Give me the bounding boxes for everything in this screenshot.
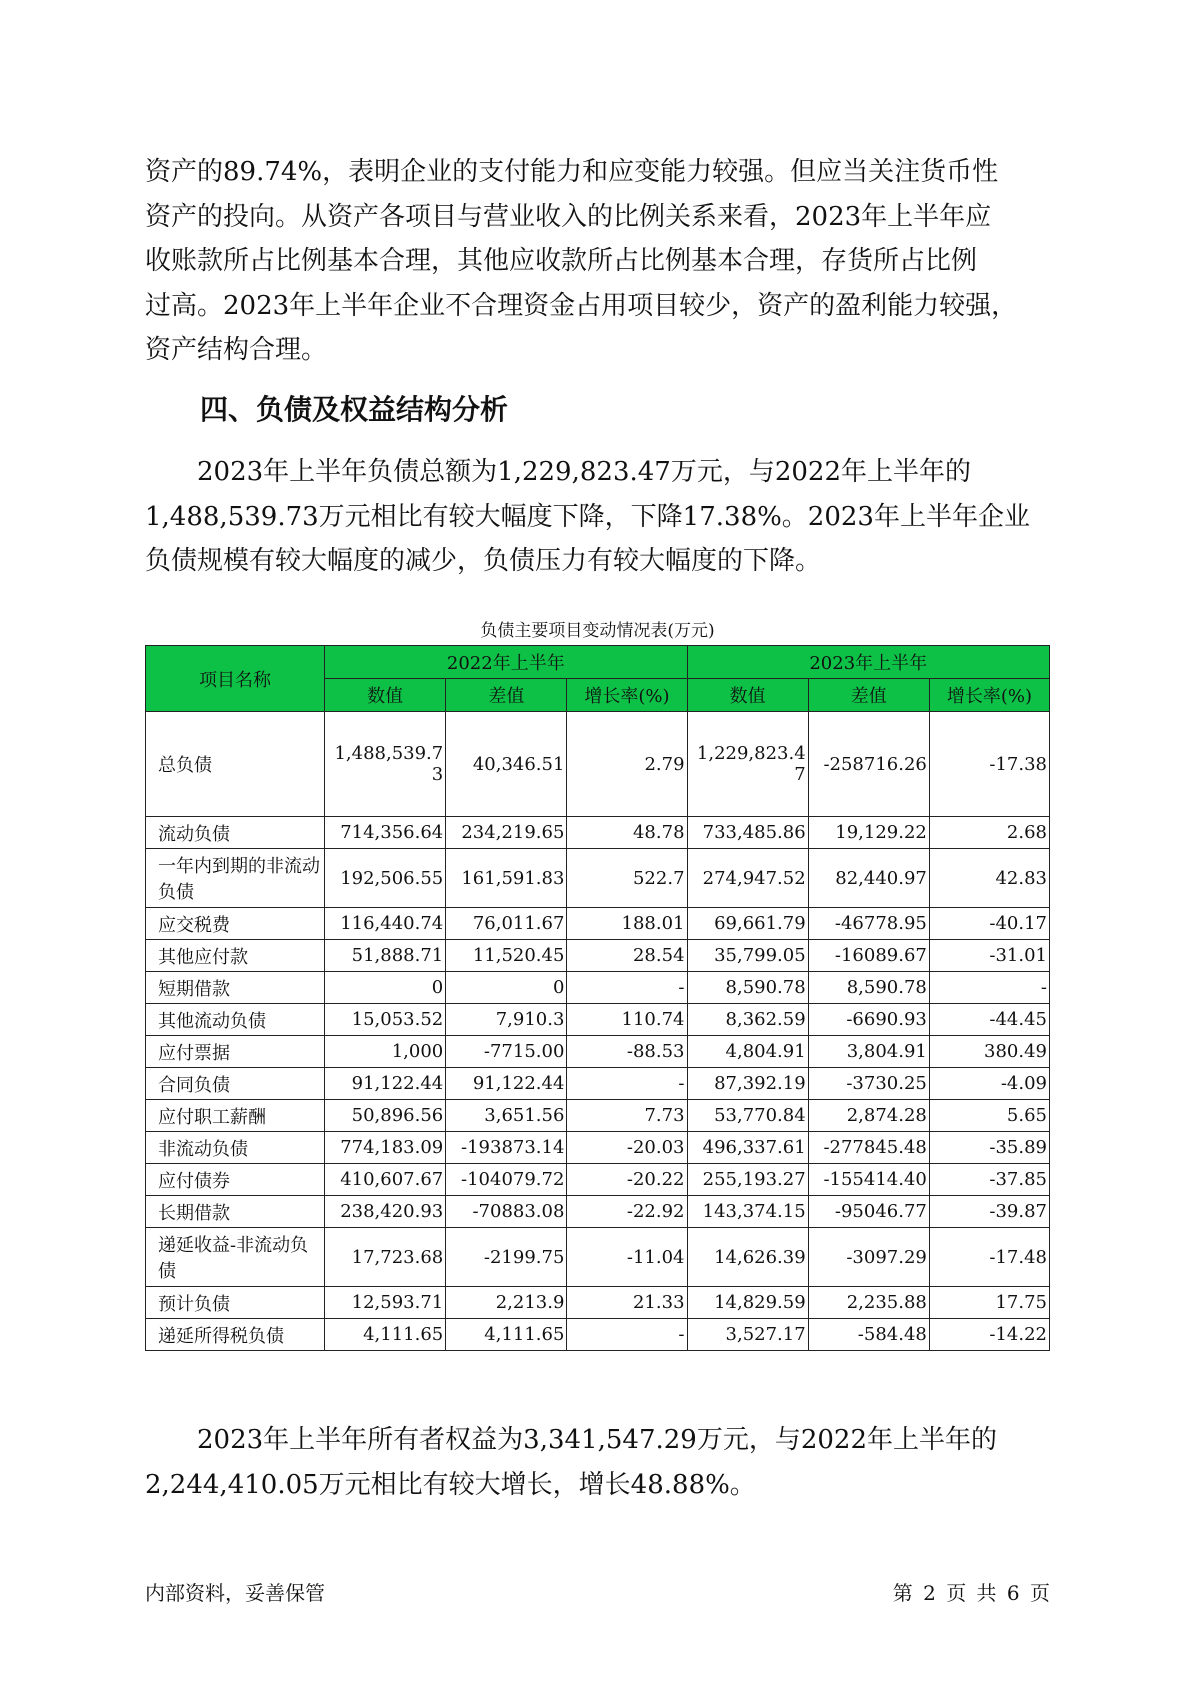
table-cell: 7.73: [567, 1100, 687, 1132]
table-cell: -3097.29: [808, 1228, 929, 1287]
text-line: 收账款所占比例基本合理，其他应收款所占比例基本合理，存货所占比例: [145, 246, 978, 276]
row-item-name: 应交税费: [146, 908, 325, 940]
table-cell: 82,440.97: [808, 849, 929, 908]
table-row: [146, 817, 1050, 849]
table-cell: 161,591.83: [446, 849, 567, 908]
table-cell: -20.22: [567, 1164, 687, 1196]
row-item-name: 总负债: [146, 712, 325, 817]
table-cell: 410,607.67: [325, 1164, 446, 1196]
table-cell: -258716.26: [808, 712, 929, 817]
text-line: 2,244,410.05万元相比有较大增长，增长48.88%。: [145, 1469, 756, 1500]
row-item-name: 应付债券: [146, 1164, 325, 1196]
table-cell: 2.68: [929, 817, 1049, 849]
table-cell: 12,593.71: [325, 1287, 446, 1319]
row-item-name: 应付职工薪酬: [146, 1100, 325, 1132]
table-row: [146, 1319, 1050, 1351]
table-cell: 255,193.27: [687, 1164, 808, 1196]
table-cell: 48.78: [567, 817, 687, 849]
table-cell: 69,661.79: [687, 908, 808, 940]
table-cell: 17,723.68: [325, 1228, 446, 1287]
row-item-name: 长期借款: [146, 1196, 325, 1228]
table-cell: 0: [446, 972, 567, 1004]
table-cell: -7715.00: [446, 1036, 567, 1068]
row-item-name: 预计负债: [146, 1287, 325, 1319]
text-line: 资产的89.74%，表明企业的支付能力和应变能力较强。但应当关注货币性: [145, 157, 999, 187]
footer-page-number: 第 2 页 共 6 页: [892, 1581, 1050, 1605]
liability-table: [145, 645, 1050, 1351]
paragraph-liability-summary: [145, 450, 1050, 584]
table-cell: -22.92: [567, 1196, 687, 1228]
table-cell: 2.79: [567, 712, 687, 817]
table-cell: 733,485.86: [687, 817, 808, 849]
table-cell: -40.17: [929, 908, 1049, 940]
table-cell: -39.87: [929, 1196, 1049, 1228]
header-growth-rate: 增长率(%): [929, 679, 1049, 712]
table-cell: 143,374.15: [687, 1196, 808, 1228]
text-line: 2023年上半年负债总额为1,229,823.47万元，与2022年上半年的: [197, 457, 972, 487]
header-year-2023: 2023年上半年: [687, 646, 1049, 679]
table-cell: -4.09: [929, 1068, 1049, 1100]
table-row: [146, 1287, 1050, 1319]
table-cell: -16089.67: [808, 940, 929, 972]
table-cell: -44.45: [929, 1004, 1049, 1036]
table-cell: -: [567, 1068, 687, 1100]
row-item-name: 流动负债: [146, 817, 325, 849]
paragraph-equity-summary: [145, 1418, 1050, 1507]
table-cell: 188.01: [567, 908, 687, 940]
table-cell: 4,111.65: [325, 1319, 446, 1351]
table-cell: 3,651.56: [446, 1100, 567, 1132]
table-cell: -17.48: [929, 1228, 1049, 1287]
row-item-name: 短期借款: [146, 972, 325, 1004]
table-cell: 11,520.45: [446, 940, 567, 972]
table-cell: 14,626.39: [687, 1228, 808, 1287]
table-cell: 53,770.84: [687, 1100, 808, 1132]
table-cell: 380.49: [929, 1036, 1049, 1068]
row-item-name: 一年内到期的非流动负债: [146, 849, 325, 908]
table-cell: 51,888.71: [325, 940, 446, 972]
footer-confidential-note: 内部资料，妥善保管: [145, 1581, 325, 1605]
table-cell: 91,122.44: [325, 1068, 446, 1100]
table-cell: -155414.40: [808, 1164, 929, 1196]
table-row: [146, 1004, 1050, 1036]
header-value: 数值: [687, 679, 808, 712]
table-row: [146, 940, 1050, 972]
table-cell: 1,488,539.73: [325, 712, 446, 817]
table-title: 负债主要项目变动情况表(万元): [480, 621, 715, 641]
table-row: [146, 849, 1050, 908]
table-cell: -6690.93: [808, 1004, 929, 1036]
row-item-name: 递延收益-非流动负债: [146, 1228, 325, 1287]
table-cell: -: [567, 972, 687, 1004]
table-cell: -11.04: [567, 1228, 687, 1287]
table-cell: 91,122.44: [446, 1068, 567, 1100]
table-cell: 50,896.56: [325, 1100, 446, 1132]
text-line: 过高。2023年上半年企业不合理资金占用项目较少，资产的盈利能力较强，: [145, 290, 1018, 321]
header-item-name: 项目名称: [146, 646, 325, 712]
row-item-name: 递延所得税负债: [146, 1319, 325, 1351]
table-cell: -14.22: [929, 1319, 1049, 1351]
table-cell: 42.83: [929, 849, 1049, 908]
table-cell: 76,011.67: [446, 908, 567, 940]
table-cell: 774,183.09: [325, 1132, 446, 1164]
table-cell: 21.33: [567, 1287, 687, 1319]
table-cell: 2,235.88: [808, 1287, 929, 1319]
table-row: [146, 1100, 1050, 1132]
table-cell: 1,000: [325, 1036, 446, 1068]
table-row: [146, 712, 1050, 817]
table-cell: 192,506.55: [325, 849, 446, 908]
table-body: [146, 712, 1050, 1351]
table-cell: -46778.95: [808, 908, 929, 940]
table-cell: -35.89: [929, 1132, 1049, 1164]
table-cell: -20.03: [567, 1132, 687, 1164]
table-row: [146, 1228, 1050, 1287]
header-year-2022: 2022年上半年: [325, 646, 687, 679]
header-difference: 差值: [446, 679, 567, 712]
table-cell: 522.7: [567, 849, 687, 908]
table-cell: -104079.72: [446, 1164, 567, 1196]
table-cell: 4,804.91: [687, 1036, 808, 1068]
table-cell: -95046.77: [808, 1196, 929, 1228]
table-cell: 238,420.93: [325, 1196, 446, 1228]
table-cell: 496,337.61: [687, 1132, 808, 1164]
table-cell: 0: [325, 972, 446, 1004]
table-cell: 8,362.59: [687, 1004, 808, 1036]
table-cell: 3,804.91: [808, 1036, 929, 1068]
table-cell: 40,346.51: [446, 712, 567, 817]
table-row: [146, 908, 1050, 940]
table-cell: -: [929, 972, 1049, 1004]
table-cell: 7,910.3: [446, 1004, 567, 1036]
table-cell: -70883.08: [446, 1196, 567, 1228]
table-cell: -3730.25: [808, 1068, 929, 1100]
table-cell: 2,874.28: [808, 1100, 929, 1132]
table-cell: 8,590.78: [808, 972, 929, 1004]
section-heading: 四、负债及权益结构分析: [200, 393, 509, 426]
table-cell: 110.74: [567, 1004, 687, 1036]
table-cell: 28.54: [567, 940, 687, 972]
table-cell: 4,111.65: [446, 1319, 567, 1351]
table-row: [146, 1196, 1050, 1228]
row-item-name: 非流动负债: [146, 1132, 325, 1164]
text-line: 2023年上半年所有者权益为3,341,547.29万元，与2022年上半年的: [197, 1425, 998, 1455]
table-row: [146, 972, 1050, 1004]
table-cell: 14,829.59: [687, 1287, 808, 1319]
row-item-name: 合同负债: [146, 1068, 325, 1100]
table-cell: 87,392.19: [687, 1068, 808, 1100]
table-row: [146, 1068, 1050, 1100]
table-cell: 234,219.65: [446, 817, 567, 849]
table-cell: 15,053.52: [325, 1004, 446, 1036]
table-cell: -88.53: [567, 1036, 687, 1068]
table-cell: 17.75: [929, 1287, 1049, 1319]
table-cell: 1,229,823.47: [687, 712, 808, 817]
table-cell: -37.85: [929, 1164, 1049, 1196]
header-growth-rate: 增长率(%): [567, 679, 687, 712]
table-cell: 35,799.05: [687, 940, 808, 972]
text-line: 1,488,539.73万元相比有较大幅度下降，下降17.38%。2023年上半年企业: [145, 501, 1030, 532]
table-row: [146, 1132, 1050, 1164]
table-cell: 19,129.22: [808, 817, 929, 849]
table-cell: -17.38: [929, 712, 1049, 817]
table-cell: 2,213.9: [446, 1287, 567, 1319]
row-item-name: 其他流动负债: [146, 1004, 325, 1036]
table-cell: 3,527.17: [687, 1319, 808, 1351]
header-difference: 差值: [808, 679, 929, 712]
table-cell: -193873.14: [446, 1132, 567, 1164]
table-row: [146, 1036, 1050, 1068]
table-cell: 714,356.64: [325, 817, 446, 849]
text-line: 资产结构合理。: [145, 335, 328, 365]
table-cell: 8,590.78: [687, 972, 808, 1004]
table-cell: 116,440.74: [325, 908, 446, 940]
text-line: 资产的投向。从资产各项目与营业收入的比例关系来看，2023年上半年应: [145, 201, 992, 232]
paragraph-asset-summary: [145, 150, 1050, 373]
table-cell: -277845.48: [808, 1132, 929, 1164]
table-cell: -: [567, 1319, 687, 1351]
row-item-name: 应付票据: [146, 1036, 325, 1068]
table-header: [146, 646, 1050, 712]
table-cell: 5.65: [929, 1100, 1049, 1132]
table-cell: -584.48: [808, 1319, 929, 1351]
row-item-name: 其他应付款: [146, 940, 325, 972]
header-value: 数值: [325, 679, 446, 712]
table-cell: 274,947.52: [687, 849, 808, 908]
table-cell: -2199.75: [446, 1228, 567, 1287]
table-row: [146, 1164, 1050, 1196]
text-line: 负债规模有较大幅度的减少，负债压力有较大幅度的下降。: [145, 546, 822, 576]
table-cell: -31.01: [929, 940, 1049, 972]
